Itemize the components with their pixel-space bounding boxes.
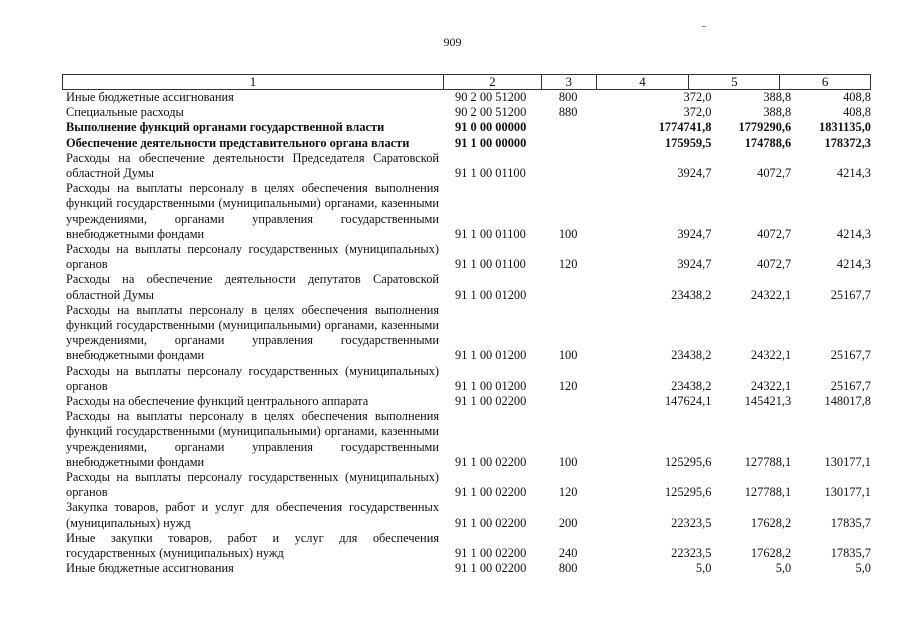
row-year2: 24322,1 [750, 348, 792, 363]
row-code: 91 1 00 02200 [455, 546, 527, 561]
table-row [66, 303, 871, 364]
table-row [66, 561, 871, 576]
row-code: 91 1 00 01200 [455, 378, 527, 393]
row-type: 120 [558, 378, 578, 393]
row-name: Расходы на обеспечение деятельности депутатов Саратовской областной Думы [66, 272, 440, 302]
row-code: 91 1 00 02200 [455, 561, 527, 576]
row-name: Расходы на выплаты персоналу в целях обеспечения выполнения функций государственными (муниципальными) органами, казенными учреждениями, органами управления государственными внебюджетными фондами [66, 181, 440, 241]
budget-table-body [66, 90, 871, 577]
row-year1: 3924,7 [677, 166, 712, 181]
table-row [66, 90, 871, 105]
row-year2: 388,8 [763, 90, 792, 104]
row-name: Иные бюджетные ассигнования [66, 90, 234, 104]
table-row [66, 242, 871, 272]
row-year2: 145421,3 [744, 394, 792, 409]
table-header [62, 74, 871, 90]
row-code: 91 1 00 01200 [455, 348, 527, 363]
row-code: 91 1 00 01100 [455, 257, 526, 272]
row-code: 90 2 00 51200 [455, 105, 527, 120]
row-year1: 23438,2 [671, 378, 712, 393]
row-year3: 1831135,0 [819, 120, 871, 135]
row-year1: 23438,2 [671, 287, 712, 302]
row-year2: 127788,1 [744, 485, 792, 500]
row-year1: 22323,5 [671, 515, 712, 530]
row-year3: 25167,7 [830, 378, 871, 393]
header-col-4: 4 [597, 75, 690, 89]
row-type: 120 [558, 257, 578, 272]
table-row [66, 500, 871, 530]
row-code: 91 1 00 02200 [455, 515, 527, 530]
row-year2: 24322,1 [750, 287, 792, 302]
row-type: 120 [558, 485, 578, 500]
row-year3: 178372,3 [824, 135, 871, 150]
row-year1: 147624,1 [664, 394, 712, 409]
row-name: Расходы на выплаты персоналу государственных (муниципальных) органов [66, 242, 440, 272]
row-name: Расходы на выплаты персоналу в целях обеспечения выполнения функций государственными (муниципальными) органами, казенными учреждениями, органами управления государственными внебюджетными фондами [66, 409, 440, 469]
row-year3: 17835,7 [830, 546, 871, 561]
table-row [66, 120, 871, 135]
row-name: Выполнение функций органами государственной власти [66, 120, 385, 135]
row-name: Иные бюджетные ассигнования [66, 561, 234, 576]
row-year1: 22323,5 [671, 546, 712, 561]
row-name: Расходы на обеспечение деятельности Председателя Саратовской областной Думы [66, 150, 440, 181]
row-year3: 25167,7 [830, 348, 871, 363]
row-year2: 388,8 [763, 105, 792, 120]
row-code: 91 1 00 00000 [455, 135, 527, 150]
row-type: 240 [558, 546, 578, 561]
row-year2: 17628,2 [750, 515, 792, 530]
row-code: 90 2 00 51200 [455, 90, 527, 104]
row-year3: 148017,8 [824, 394, 871, 409]
row-year1: 125295,6 [664, 485, 712, 500]
row-name: Расходы на обеспечение функций центрального аппарата [66, 394, 369, 409]
row-code: 91 1 00 01100 [455, 226, 526, 241]
table-row [66, 409, 871, 470]
row-year1: 1774741,8 [658, 120, 712, 135]
table-row [66, 364, 871, 394]
row-year2: 174788,6 [744, 135, 792, 150]
row-type: 100 [558, 348, 578, 363]
row-code: 91 1 00 01100 [455, 166, 526, 181]
row-year3: 408,8 [843, 105, 871, 120]
row-code: 91 1 00 02200 [455, 394, 527, 409]
row-code: 91 1 00 01200 [455, 287, 527, 302]
row-year1: 125295,6 [664, 454, 712, 469]
row-year1: 372,0 [683, 90, 712, 104]
row-type: 800 [558, 561, 578, 576]
row-name: Расходы на выплаты персоналу государственных (муниципальных) органов [66, 363, 440, 393]
row-year2: 4072,7 [757, 166, 792, 181]
row-year2: 4072,7 [757, 257, 792, 272]
row-code: 91 1 00 02200 [455, 485, 527, 500]
table-row [66, 181, 871, 242]
row-code: 91 0 00 00000 [455, 120, 527, 135]
table-row [66, 272, 871, 302]
table-row [66, 151, 871, 181]
header-col-1: 1 [63, 75, 444, 89]
header-col-5: 5 [689, 75, 780, 89]
row-year1: 5,0 [695, 561, 712, 576]
row-year3: 25167,7 [830, 287, 871, 302]
header-col-3: 3 [542, 75, 597, 89]
row-year2: 1779290,6 [738, 120, 792, 135]
row-year3: 130177,1 [824, 454, 871, 469]
page-number: 909 [443, 35, 462, 49]
row-year3: 5,0 [855, 561, 871, 576]
row-type: 200 [558, 515, 578, 530]
row-year3: 130177,1 [824, 485, 871, 500]
header-col-6: 6 [821, 74, 829, 89]
row-name: Закупка товаров, работ и услуг для обеспечения государственных (муниципальных) нужд [66, 500, 440, 530]
row-type: 880 [558, 105, 578, 120]
row-year3: 4214,3 [836, 166, 871, 181]
table-row [66, 394, 871, 409]
row-type: 100 [558, 226, 578, 241]
row-year3: 17835,7 [830, 515, 871, 530]
table-row [66, 105, 871, 120]
row-type: 800 [558, 90, 578, 104]
table-row [66, 470, 871, 500]
row-year1: 3924,7 [677, 257, 712, 272]
row-year1: 175959,5 [664, 135, 712, 150]
row-year1: 372,0 [683, 105, 712, 120]
header-col-2: 2 [444, 75, 542, 89]
row-name: Обеспечение деятельности представительного органа власти [66, 135, 410, 150]
row-name: Специальные расходы [66, 105, 184, 120]
row-year1: 3924,7 [677, 226, 712, 241]
row-name: Иные закупки товаров, работ и услуг для обеспечения государственных (муниципальных) нужд [66, 530, 440, 561]
row-name: Расходы на выплаты персоналу государственных (муниципальных) органов [66, 470, 440, 500]
table-row [66, 531, 871, 561]
row-year1: 23438,2 [671, 348, 712, 363]
row-year2: 24322,1 [750, 378, 792, 393]
row-type: 100 [558, 454, 578, 469]
row-year3: 408,8 [843, 90, 871, 104]
row-year2: 5,0 [775, 561, 792, 576]
row-code: 91 1 00 02200 [455, 454, 527, 469]
row-year2: 127788,1 [744, 454, 792, 469]
row-year3: 4214,3 [836, 226, 871, 241]
row-year3: 4214,3 [836, 257, 871, 272]
row-name: Расходы на выплаты персоналу в целях обеспечения выполнения функций государственными (муниципальными) органами, казенными учреждениями, органами управления государственными внебюджетными фондами [66, 302, 440, 363]
row-year2: 17628,2 [750, 546, 792, 561]
scan-artifact [702, 26, 706, 27]
table-row [66, 136, 871, 151]
row-year2: 4072,7 [757, 226, 792, 241]
